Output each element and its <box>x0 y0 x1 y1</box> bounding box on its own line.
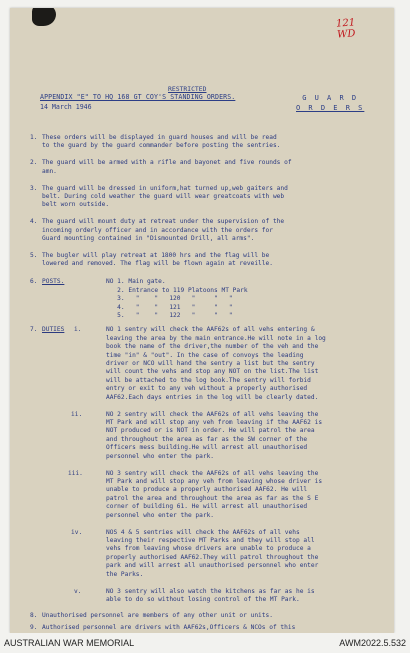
document-date: 14 March 1946 <box>40 103 92 111</box>
item-number: 1. <box>30 134 38 141</box>
duty-text-line: unable to produce a properly authorised AAF62. He will <box>106 486 308 494</box>
appendix-title: APPENDIX "E" TO HQ 168 GT COY'S STANDING ORDERS. <box>40 93 236 101</box>
post-row: NO 1. Main gate. <box>106 278 166 286</box>
duty-text-line: patrol the area and throughout the area as far as the S E <box>106 494 319 502</box>
duty-number: iv. <box>71 528 83 536</box>
post-row: 3. " " 120 " " " <box>106 295 233 303</box>
duty-text-line: able to do so without losing control of the MT Park. <box>106 595 300 603</box>
duty-text-line: NO 2 sentry will check the AAF62s of all vehs leaving the <box>106 410 319 418</box>
duty-text-line: MT Park and will stop any veh from leaving if the AAF62 is <box>106 418 323 426</box>
item-text-line: The bugler will play retreat at 1800 hrs and the flag will be <box>42 252 270 259</box>
duties-label: DUTIES <box>42 326 65 334</box>
post-row: 2. Entrance to 119 Platoons MT Park <box>106 286 248 294</box>
item-text-line: These orders will be displayed in guard houses and will be read <box>42 134 277 141</box>
duty-text-line: book the name of the driver,the number of the veh and the <box>106 343 319 351</box>
item-text-line: amn. <box>42 167 57 175</box>
duty-text-line: NO 1 sentry will check the AAF62s of all vehs entering & <box>106 326 315 334</box>
item-text-line: to the guard by the guard commander before posting the sentries. <box>42 142 281 150</box>
guard-orders-heading: G U A R D O R D E R S <box>296 94 365 112</box>
item-text-line: The guard will be dressed in uniform,hat turned up,web gaiters and <box>42 184 288 192</box>
duty-text-line: driver or NCO will hand the sentry a list but the sentry <box>106 359 315 367</box>
document-body <box>10 8 394 633</box>
duty-text-line: vehs from leaving whose drivers are unable to produce a <box>106 545 311 553</box>
post-row: 5. " " 122 " " " <box>106 311 233 319</box>
item-number: 9. <box>30 624 38 632</box>
duty-text-line: leaving their respective MT Parks and they will stop all <box>106 536 315 544</box>
duty-text-line: leaving the area by the main entrance.He will note in a log <box>106 334 326 342</box>
item-text-line: Authorised personnel are drivers with AAF62s,Officers & NCOs of this <box>42 624 296 632</box>
duty-number: i. <box>74 326 82 334</box>
duty-text-line: will be attached to the log book.The sentry will forbid <box>106 376 311 384</box>
duty-text-line: MT Park and will stop any veh from leaving whose driver is <box>106 477 323 485</box>
item-text-line: The guard will mount duty at retreat under the supervision of the <box>42 218 285 226</box>
duty-text-line: NOT produced or is NOT in order. He will patrol the area <box>106 427 315 435</box>
item-text-line: belt worn outside. <box>42 201 110 209</box>
duty-text-line: personnel who enter the park. <box>106 452 215 460</box>
duty-text-line: personnel who enter the park. <box>106 511 215 519</box>
duty-text-line: Officers mess building.He will arrest all unauthorised <box>106 444 308 452</box>
duty-text-line: the Parks. <box>106 570 144 578</box>
item-number: 7. <box>30 326 38 334</box>
duty-text-line: will count the vehs and stop any NOT on the list.The list <box>106 368 319 376</box>
post-row: 4. " " 121 " " " <box>106 303 233 311</box>
duty-text-line: AAF62.Each days entries in the log will be clearly dated. <box>106 393 319 401</box>
duty-text-line: NO 3 sentry will check the AAF62s of all vehs leaving the <box>106 469 319 477</box>
footer-accession-number: AWM2022.5.532 <box>339 638 406 648</box>
duty-text-line: NOS 4 & 5 sentries will check the AAF62s of all vehs <box>106 528 300 536</box>
duty-text-line: time "in" & "out". In the case of convoys the leading <box>106 351 304 359</box>
posts-label: POSTS. <box>42 278 65 286</box>
item-text-line: incoming orderly officer and in accordance with the orders for <box>42 226 273 234</box>
item-number: 8. <box>30 611 38 619</box>
duty-text-line: park and will arrest all unauthorised personnel who enter <box>106 562 319 570</box>
document-page <box>10 8 394 633</box>
item-number: 6. <box>30 278 38 286</box>
duty-text-line: and throughout the area as far as the SW corner of the <box>106 435 308 443</box>
item-text-line: The guard will be armed with a rifle and bayonet and five rounds of <box>42 159 292 167</box>
item-number: 3. <box>30 184 38 192</box>
item-text-line: lowered and removed. The flag will be flown again at reveille. <box>42 260 273 268</box>
handwritten-note: 121 WD <box>335 17 356 41</box>
footer-institution: AUSTRALIAN WAR MEMORIAL <box>4 638 135 648</box>
footer-bar <box>0 633 410 653</box>
duty-text-line: NO 3 sentry will also watch the kitchens as far as he is <box>106 587 315 595</box>
item-number: 5. <box>30 252 38 259</box>
duty-number: ii. <box>71 410 83 418</box>
item-text-line: Unauthorised personnel are members of any other unit or units. <box>42 611 273 619</box>
duty-text-line: corner of building 61. He will arrest all unauthorised <box>106 503 308 511</box>
restricted-stamp: RESTRICTED <box>168 85 207 93</box>
duty-number: iii. <box>68 469 83 477</box>
duty-number: v. <box>74 587 82 595</box>
item-text-line: belt. During cold weather the guard will wear greatcoats with web <box>42 193 285 200</box>
item-number: 2. <box>30 159 38 167</box>
item-number: 4. <box>30 218 38 226</box>
duty-text-line: entry or exit to any veh without a properly authorised <box>106 385 308 393</box>
item-text-line: Guard mounting contained in "Dismounted Drill, all arms". <box>42 235 255 243</box>
duty-text-line: properly authorised AAF62.They will patrol throughout the <box>106 553 319 561</box>
